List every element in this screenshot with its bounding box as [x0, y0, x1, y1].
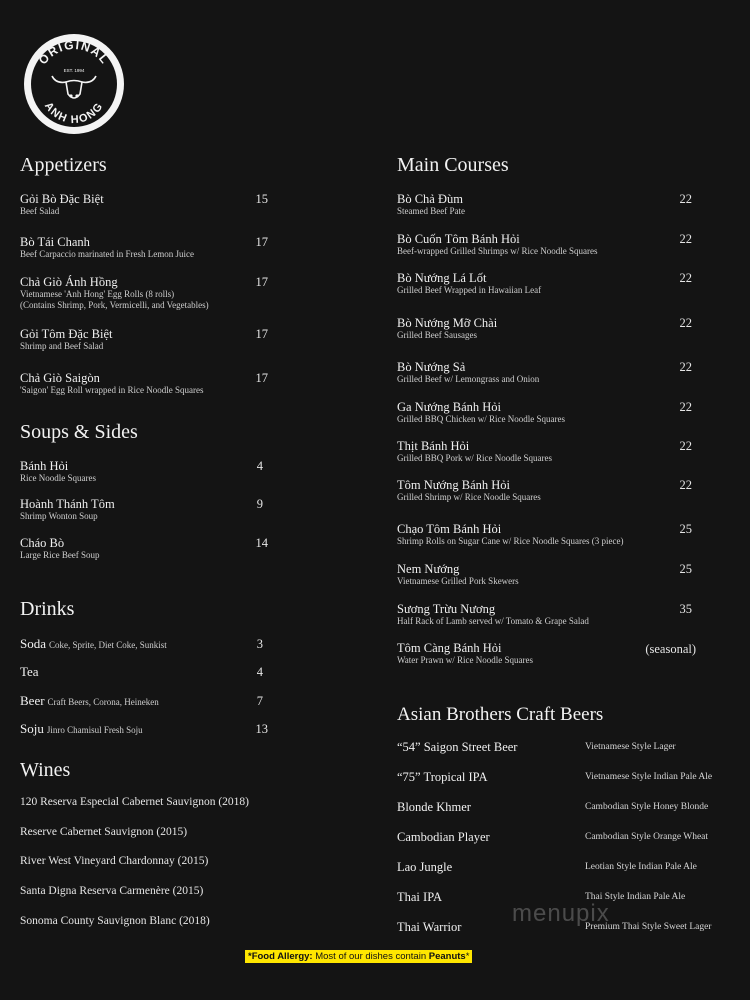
price: 25: [679, 522, 692, 536]
wine-item: Reserve Cabernet Sauvignon (2015): [20, 826, 188, 838]
drinks-heading: Drinks: [20, 598, 75, 620]
drink-item: Beer Craft Beers, Corona, Heineken: [20, 693, 159, 708]
drink-item: Tea: [20, 664, 39, 679]
wine-item: 120 Reserva Especial Cabernet Sauvignon (2018): [20, 796, 249, 808]
price: 15: [255, 192, 268, 206]
menu-item: Bò Chả Đùm Steamed Beef Pate: [397, 192, 465, 216]
wine-item: Santa Digna Reserva Carmenère (2015): [20, 885, 204, 897]
price: 4: [256, 665, 263, 679]
beer-style: Cambodian Style Orange Wheat: [585, 832, 709, 842]
menu-item: Nem Nướng Vietnamese Grilled Pork Skewers: [397, 562, 519, 586]
price: 22: [679, 232, 692, 246]
menu-item: Chả Giò Saigòn 'Saigon' Egg Roll wrapped in Rice Noodle Squares: [20, 371, 204, 395]
price: 14: [255, 536, 268, 550]
price: 22: [679, 360, 692, 374]
price: 3: [256, 637, 263, 651]
svg-text:ANH HONG: ANH HONG: [41, 100, 107, 127]
svg-text:ORIGINAL: ORIGINAL: [35, 37, 113, 68]
menu-item: Thịt Bánh Hỏi Grilled BBQ Pork w/ Rice Noodle Squares: [397, 439, 552, 463]
wine-item: Sonoma County Sauvignon Blanc (2018): [20, 915, 210, 927]
price: 17: [255, 235, 268, 249]
price: 22: [679, 439, 692, 453]
drink-item: Soju Jinro Chamisul Fresh Soju: [20, 721, 143, 736]
beer-name: Cambodian Player: [397, 830, 490, 844]
menu-item: Chạo Tôm Bánh Hỏi Shrimp Rolls on Sugar Cane w/ Rice Noodle Squares (3 piece): [397, 522, 624, 546]
menu-item: Hoành Thánh Tôm Shrimp Wonton Soup: [20, 497, 115, 521]
svg-text:EST. 1994: EST. 1994: [63, 68, 85, 73]
beer-style: Vietnamese Style Indian Pale Ale: [585, 772, 713, 782]
craft-beers-heading: Asian Brothers Craft Beers: [397, 704, 604, 725]
soups-heading: Soups & Sides: [20, 421, 138, 443]
price: 13: [255, 722, 268, 736]
price: 25: [679, 562, 692, 576]
menu-item: Tôm Nướng Bánh Hỏi Grilled Shrimp w/ Rice Noodle Squares: [397, 478, 541, 502]
price: 17: [255, 371, 268, 385]
beer-style: Vietnamese Style Lager: [585, 742, 676, 752]
menu-item: Bò Nướng Mỡ Chài Grilled Beef Sausages: [397, 316, 498, 340]
price: 17: [255, 327, 268, 341]
price: 22: [679, 192, 692, 206]
beer-style: Premium Thai Style Sweet Lager: [585, 922, 712, 932]
beer-style: Cambodian Style Honey Blonde: [585, 802, 709, 812]
appetizers-heading: Appetizers: [20, 154, 107, 176]
price: 7: [256, 694, 263, 708]
menu-item: Bò Nướng Sả Grilled Beef w/ Lemongrass and Onion: [397, 360, 540, 384]
menu-item: Sương Trừu Nương Half Rack of Lamb served w/ Tomato & Grape Salad: [397, 602, 589, 626]
price: 22: [679, 400, 692, 414]
main-courses-heading: Main Courses: [397, 154, 509, 176]
menu-item: Gỏi Bò Đặc Biệt Beef Salad: [20, 192, 104, 216]
price: 22: [679, 316, 692, 330]
wines-heading: Wines: [20, 759, 71, 781]
price: 22: [679, 478, 692, 492]
menu-item: Cháo Bò Large Rice Beef Soup: [20, 536, 100, 560]
menu-item: Bò Tái Chanh Beef Carpaccio marinated in Fresh Lemon Juice: [20, 235, 194, 259]
menu-item: Bánh Hỏi Rice Noodle Squares: [20, 459, 96, 483]
price: 17: [255, 275, 268, 289]
price: (seasonal): [645, 642, 696, 656]
drink-item: Soda Coke, Sprite, Diet Coke, Sunkist: [20, 636, 167, 651]
price: 9: [256, 497, 263, 511]
price: 35: [679, 602, 692, 616]
menu-item: Bò Cuốn Tôm Bánh Hỏi Beef-wrapped Grilled Shrimps w/ Rice Noodle Squares: [397, 232, 598, 256]
beer-name: “54” Saigon Street Beer: [397, 740, 518, 754]
menu-item: Tôm Càng Bánh Hỏi Water Prawn w/ Rice Noodle Squares: [397, 641, 533, 665]
menu-item: Ga Nướng Bánh Hỏi Grilled BBQ Chicken w/ Rice Noodle Squares: [397, 400, 565, 424]
menu-item: Chả Giò Ánh Hồng Vietnamese 'Anh Hong' Egg Rolls (8 rolls) (Contains Shrimp, Pork, Vermicelli, and Vegetables): [20, 275, 209, 310]
price: 4: [256, 459, 263, 473]
beer-name: Blonde Khmer: [397, 800, 471, 814]
beer-name: “75” Tropical IPA: [397, 770, 488, 784]
price: 22: [679, 271, 692, 285]
watermark: menupix: [512, 900, 610, 927]
beer-style: Thai Style Indian Pale Ale: [585, 892, 686, 902]
beer-name: Thai Warrior: [397, 920, 462, 934]
beer-name: Lao Jungle: [397, 860, 453, 874]
beer-name: Thai IPA: [397, 890, 443, 904]
food-allergy-notice: *Food Allergy: Most of our dishes contain Peanuts*: [245, 950, 472, 963]
restaurant-logo: [22, 32, 126, 136]
menu-item: Gỏi Tôm Đặc Biệt Shrimp and Beef Salad: [20, 327, 113, 351]
wine-item: River West Vineyard Chardonnay (2015): [20, 855, 209, 867]
beer-style: Leotian Style Indian Pale Ale: [585, 862, 697, 872]
menu-item: Bò Nướng Lá Lốt Grilled Beef Wrapped in Hawaiian Leaf: [397, 271, 542, 295]
